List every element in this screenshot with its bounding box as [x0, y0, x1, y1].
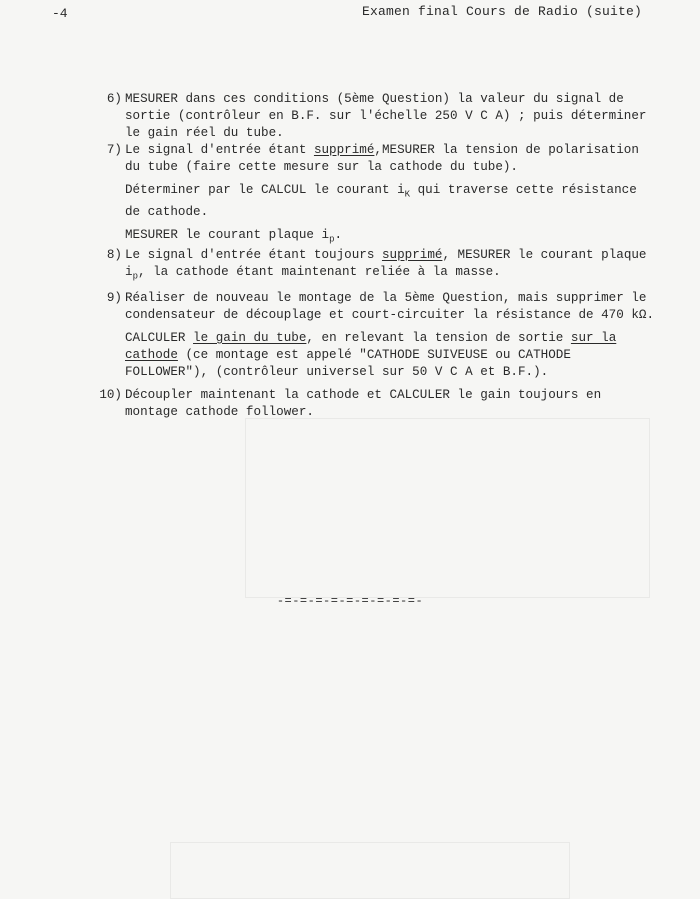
question-10	[96, 387, 656, 421]
question-8	[96, 247, 656, 286]
question-number: 8)	[106, 248, 122, 262]
question-paragraph: Réaliser de nouveau le montage de la 5ème Question, mais supprimer le condensateur de découplage et court-circuiter la résistance de 470 kΩ.	[125, 291, 655, 322]
question-paragraph: CALCULER le gain du tube, en relevant la tension de sortie sur la cathode (ce montage est appelé "CATHODE SUIVEUSE ou CATHODE FOLLOWER"), (contrôleur universel sur 50 V C A et B.F.).	[125, 331, 617, 379]
question-number: 10)	[99, 388, 122, 402]
page-title: Examen final Cours de Radio (suite)	[362, 4, 643, 19]
show-through-box	[245, 418, 650, 598]
question-7	[96, 142, 656, 248]
question-number: 6)	[106, 92, 122, 106]
question-paragraph: Le signal d'entrée étant supprimé,MESURER la tension de polarisation du tube (faire cette mesure sur la cathode du tube).	[125, 143, 639, 174]
question-text: Le signal d'entrée étant toujours supprimé, MESURER le courant plaque $i_p$, la cathode étant maintenant reliée à la masse.	[125, 248, 647, 282]
underlined-text: supprimé	[381, 248, 443, 262]
question-paragraph: MESURER le courant plaque $i_p$.	[125, 227, 343, 245]
underlined-text: supprimé	[313, 143, 375, 157]
underlined-text: sur la cathode	[125, 331, 617, 362]
question-text: MESURER dans ces conditions (5ème Question) la valeur du signal de sortie (contrôleur en B.F. sur l'échelle 250 V C A) ; puis déterminer le gain réel du tube.	[125, 92, 647, 140]
question-text: Découpler maintenant la cathode et CALCULER le gain toujours en montage cathode follower.	[125, 388, 602, 419]
question-6	[96, 91, 656, 142]
question-number: 7)	[106, 143, 122, 157]
page-number: -4	[52, 6, 68, 21]
question-paragraph: Déterminer par le CALCUL le courant $i_K$ qui traverse cette résistance de cathode.	[125, 183, 637, 219]
underlined-text: le gain du tube	[193, 331, 307, 345]
question-9	[96, 290, 656, 381]
separator-line: -=-=-=-=-=-=-=-=-=-	[276, 594, 424, 608]
show-through-box	[170, 842, 570, 899]
question-number: 9)	[106, 291, 122, 305]
